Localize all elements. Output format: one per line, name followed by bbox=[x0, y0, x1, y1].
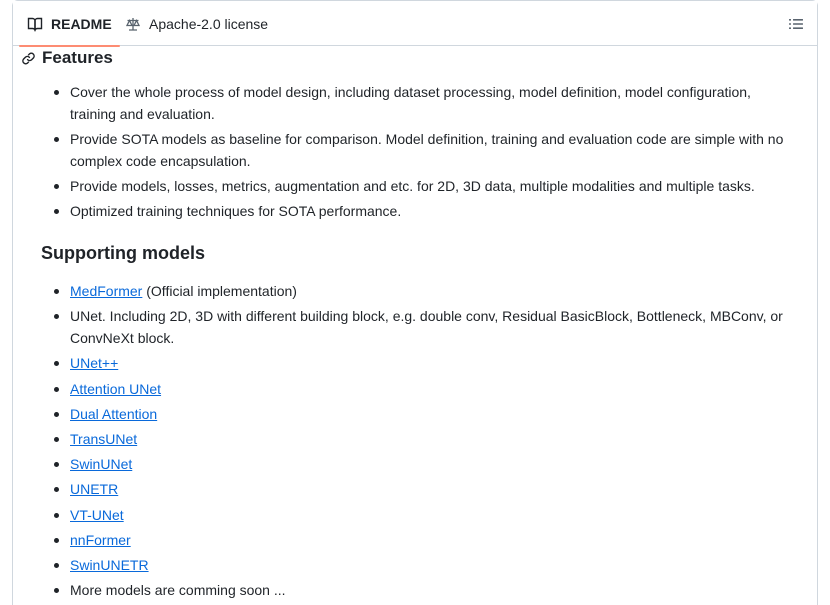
model-link-vt-unet[interactable]: VT-UNet bbox=[70, 506, 124, 523]
list-item bbox=[53, 554, 793, 576]
model-link-medformer[interactable]: MedFormer bbox=[70, 283, 143, 299]
list-item bbox=[53, 428, 793, 450]
model-link-nnformer[interactable]: nnFormer bbox=[70, 531, 131, 548]
model-link-transunet[interactable]: TransUNet bbox=[70, 430, 138, 447]
list-item bbox=[53, 504, 793, 526]
outline-button[interactable] bbox=[785, 13, 807, 35]
list-item: More models are comming soon ... bbox=[53, 579, 793, 601]
tab-license-label: Apache-2.0 license bbox=[149, 15, 269, 32]
features-heading bbox=[21, 48, 113, 68]
readme-tab-bar bbox=[13, 1, 817, 46]
list-outline-icon bbox=[788, 16, 804, 32]
model-link-dual-attention[interactable]: Dual Attention bbox=[70, 405, 158, 422]
model-link-attention-unet[interactable]: Attention UNet bbox=[70, 380, 162, 397]
model-link-swinunet[interactable]: SwinUNet bbox=[70, 456, 133, 473]
list-item: Optimized training techniques for SOTA performance. bbox=[53, 200, 793, 222]
model-link-unetpp[interactable]: UNet++ bbox=[70, 355, 119, 372]
list-item: UNet. Including 2D, 3D with different building block, e.g. double conv, Residual BasicBlock, Bottleneck, MBConv, or ConvNeXt block. bbox=[53, 305, 793, 349]
scale-icon bbox=[125, 16, 141, 32]
active-tab-indicator bbox=[19, 45, 120, 47]
medformer-note: (Official implementation) bbox=[142, 283, 297, 299]
list-item bbox=[53, 403, 793, 425]
tab-license[interactable] bbox=[117, 1, 276, 46]
model-link-unetr[interactable]: UNETR bbox=[70, 481, 119, 498]
list-item: Cover the whole process of model design, including dataset processing, model definition, model configuration, training and evaluation. bbox=[53, 81, 793, 125]
supporting-models-heading: Supporting models bbox=[41, 243, 205, 263]
list-item bbox=[53, 529, 793, 551]
list-item bbox=[53, 453, 793, 475]
features-list bbox=[53, 81, 793, 225]
book-icon bbox=[27, 16, 43, 32]
features-heading-text: Features bbox=[42, 48, 113, 67]
list-item: Provide models, losses, metrics, augmentation and etc. for 2D, 3D data, multiple modalities and multiple tasks. bbox=[53, 175, 793, 197]
readme-panel bbox=[12, 0, 818, 605]
models-list bbox=[53, 280, 793, 604]
list-item bbox=[53, 280, 793, 302]
model-link-swinunetr[interactable]: SwinUNETR bbox=[70, 556, 149, 573]
list-item: Provide SOTA models as baseline for comparison. Model definition, training and evaluation code are simple with no complex code encapsulation. bbox=[53, 128, 793, 172]
list-item bbox=[53, 478, 793, 500]
tab-readme[interactable] bbox=[15, 1, 124, 46]
list-item bbox=[53, 378, 793, 400]
tab-readme-label: README bbox=[51, 15, 112, 32]
list-item bbox=[53, 352, 793, 374]
anchor-link-icon[interactable] bbox=[21, 51, 36, 66]
